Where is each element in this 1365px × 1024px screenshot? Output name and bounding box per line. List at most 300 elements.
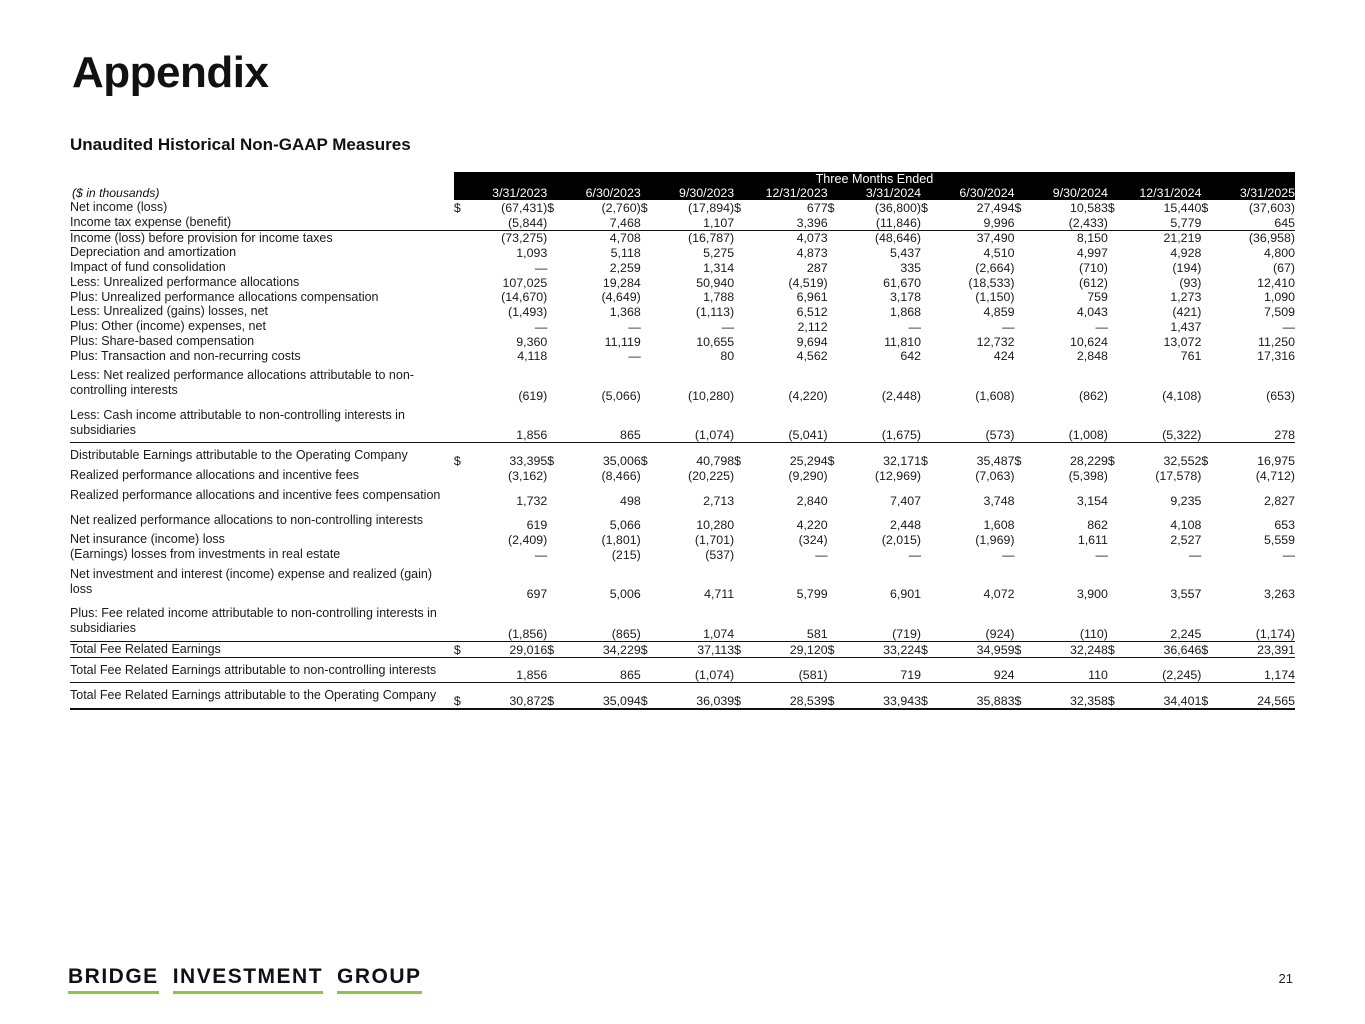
currency-symbol: $	[1201, 683, 1215, 709]
currency-symbol: $	[454, 641, 468, 657]
currency-symbol: $	[1014, 641, 1028, 657]
cell-value: (2,409)	[508, 533, 548, 547]
cell-value: (1,113)	[695, 305, 735, 319]
currency-symbol: $	[547, 200, 555, 215]
table-row	[70, 468, 1295, 483]
currency-symbol	[1014, 215, 1028, 230]
currency-symbol	[641, 657, 655, 683]
currency-symbol	[1108, 657, 1122, 683]
section-subtitle: Unaudited Historical Non-GAAP Measures	[70, 135, 411, 154]
cell-value: 5,066	[609, 518, 641, 533]
currency-symbol	[734, 547, 748, 562]
row-label: Total Fee Related Earnings attributable to non-controlling interests	[70, 657, 454, 683]
currency-symbol	[1201, 532, 1215, 547]
cell-value: 6,512	[796, 305, 828, 319]
cell-value: 12,410	[1257, 275, 1295, 290]
column-header-8: 12/31/2024	[1122, 186, 1201, 200]
cell-value: 80	[720, 349, 735, 364]
header-currency-spacer	[1108, 186, 1122, 200]
cell-value: 424	[993, 349, 1015, 364]
currency-symbol	[547, 547, 561, 562]
currency-symbol	[1201, 275, 1215, 290]
currency-symbol	[1014, 363, 1028, 403]
currency-symbol	[1014, 290, 1028, 305]
cell-value: 35,006	[602, 454, 641, 468]
cell-value: 7,407	[890, 493, 922, 508]
currency-symbol	[454, 403, 468, 443]
table-row	[70, 245, 1295, 260]
header-currency-spacer	[547, 186, 561, 200]
currency-symbol	[828, 260, 842, 275]
cell-value: —	[628, 349, 641, 364]
cell-value: 30,872	[468, 683, 547, 709]
currency-symbol	[1014, 532, 1028, 547]
cell-value: 32,552	[1163, 454, 1202, 468]
cell-value: (5,041)	[748, 403, 827, 443]
cell-value: (9,290)	[788, 468, 828, 483]
currency-symbol	[1108, 245, 1122, 260]
table-row	[70, 334, 1295, 349]
cell-value: 25,294	[789, 454, 828, 468]
cell-value: 3,263	[1263, 587, 1295, 602]
currency-symbol	[828, 483, 842, 508]
currency-symbol	[921, 304, 935, 319]
currency-symbol	[734, 245, 748, 260]
currency-symbol	[454, 657, 468, 683]
non-gaap-measures-table	[70, 172, 1295, 710]
cell-value: 36,039	[655, 683, 734, 709]
cell-value: (37,603)	[1248, 200, 1295, 215]
cell-value: 61,670	[883, 275, 922, 290]
currency-symbol: $	[1201, 641, 1215, 657]
row-label: Distributable Earnings attributable to the Operating Company	[70, 448, 408, 463]
cell-value: 16,975	[1257, 454, 1295, 468]
cell-value: (1,801)	[601, 533, 641, 547]
cell-value: —	[1002, 319, 1015, 334]
currency-symbol	[828, 304, 842, 319]
currency-symbol	[921, 547, 935, 562]
currency-symbol	[547, 508, 561, 533]
currency-symbol	[828, 363, 842, 403]
currency-symbol	[828, 601, 842, 641]
currency-symbol	[734, 319, 748, 334]
currency-symbol	[1201, 230, 1215, 245]
logo-word-group: GROUP	[337, 966, 422, 994]
cell-value: 761	[1180, 349, 1202, 364]
table-row	[70, 275, 1295, 290]
currency-symbol: $	[1108, 683, 1122, 709]
currency-symbol	[454, 275, 468, 290]
currency-symbol	[641, 304, 655, 319]
table-row	[70, 304, 1295, 319]
cell-value: (10,280)	[688, 388, 735, 403]
cell-value: (36,958)	[1215, 230, 1295, 245]
currency-symbol	[1201, 260, 1215, 275]
cell-value: 33,395	[509, 454, 548, 468]
currency-symbol	[921, 215, 935, 230]
currency-symbol	[828, 562, 842, 602]
currency-symbol	[1014, 275, 1028, 290]
cell-value: 11,119	[604, 334, 641, 349]
cell-value: 4,711	[704, 587, 735, 602]
cell-value: (12,969)	[874, 468, 922, 483]
cell-value: (5,322)	[1122, 403, 1201, 443]
cell-value: 17,316	[1257, 349, 1295, 364]
table-row	[70, 483, 1295, 508]
cell-value: (1,675)	[842, 403, 921, 443]
cell-value: —	[1095, 547, 1108, 562]
cell-value: 498	[620, 493, 641, 508]
cell-value: —	[1282, 547, 1295, 562]
cell-value: 677	[806, 200, 828, 215]
currency-symbol: $	[828, 683, 842, 709]
currency-symbol	[1014, 230, 1028, 245]
currency-symbol	[734, 483, 748, 508]
currency-symbol: $	[734, 454, 742, 468]
currency-symbol	[921, 230, 935, 245]
currency-symbol	[454, 290, 468, 305]
currency-symbol	[1201, 215, 1215, 230]
cell-value: 4,118	[517, 349, 548, 364]
currency-symbol: $	[1107, 454, 1115, 468]
cell-value: 35,883	[935, 683, 1014, 709]
table-row	[70, 443, 1295, 468]
row-label: Impact of fund consolidation	[70, 260, 226, 274]
currency-symbol	[734, 260, 748, 275]
currency-symbol	[641, 532, 655, 547]
cell-value: (1,150)	[975, 290, 1015, 305]
currency-symbol	[734, 468, 748, 483]
currency-symbol	[921, 319, 935, 334]
cell-value: 1,314	[703, 260, 735, 275]
currency-symbol	[1014, 657, 1028, 683]
cell-value: (5,398)	[1068, 468, 1108, 483]
currency-symbol	[828, 215, 842, 230]
row-label: Realized performance allocations and incentive fees compensation	[70, 487, 441, 502]
currency-symbol	[641, 319, 655, 334]
table-row	[70, 230, 1295, 245]
cell-value: (573)	[935, 403, 1014, 443]
row-label: Realized performance allocations and incentive fees	[70, 468, 360, 482]
currency-symbol	[641, 508, 655, 533]
currency-symbol	[547, 215, 561, 230]
cell-value: (8,466)	[601, 468, 641, 483]
column-header-3: 9/30/2023	[655, 186, 734, 200]
currency-symbol	[454, 483, 468, 508]
cell-value: 2,713	[703, 493, 735, 508]
currency-symbol	[1201, 547, 1215, 562]
cell-value: 5,559	[1263, 533, 1295, 547]
currency-symbol	[734, 215, 748, 230]
currency-symbol	[1108, 334, 1122, 349]
cell-value: 2,448	[890, 518, 922, 533]
cell-value: 4,073	[748, 230, 827, 245]
cell-value: (73,275)	[468, 230, 547, 245]
cell-value: 2,112	[797, 319, 828, 334]
logo-word-bridge: BRIDGE	[68, 966, 159, 994]
cell-value: —	[1002, 547, 1015, 562]
currency-symbol	[641, 334, 655, 349]
cell-value: (110)	[1029, 601, 1108, 641]
cell-value: 7,468	[609, 215, 641, 230]
currency-symbol	[454, 334, 468, 349]
table-row	[70, 547, 1295, 562]
currency-symbol	[1201, 562, 1215, 602]
cell-value: 1,608	[983, 518, 1015, 533]
currency-symbol	[921, 468, 935, 483]
currency-symbol	[454, 260, 468, 275]
cell-value: (862)	[1078, 388, 1108, 403]
cell-value: 34,229	[561, 641, 640, 657]
cell-value: (710)	[1078, 260, 1108, 275]
cell-value: 1,788	[703, 290, 735, 305]
column-header-9: 3/31/2025	[1215, 186, 1295, 200]
cell-value: (324)	[798, 533, 828, 547]
logo-word-investment: INVESTMENT	[173, 966, 323, 994]
cell-value: 2,259	[609, 260, 641, 275]
currency-symbol	[641, 547, 655, 562]
currency-symbol	[454, 304, 468, 319]
cell-value: 5,275	[703, 246, 735, 260]
cell-value: 645	[1274, 215, 1295, 230]
header-currency-spacer	[454, 186, 468, 200]
header-currency-spacer	[734, 186, 748, 200]
currency-symbol	[547, 532, 561, 547]
currency-symbol	[1108, 319, 1122, 334]
cell-value: (924)	[935, 601, 1014, 641]
cell-value: 19,284	[602, 275, 641, 290]
cell-value: 3,154	[1076, 493, 1108, 508]
cell-value: 9,694	[796, 334, 828, 349]
cell-value: (619)	[518, 388, 548, 403]
currency-symbol	[734, 230, 748, 245]
currency-symbol	[921, 260, 935, 275]
currency-symbol	[734, 601, 748, 641]
row-label: Less: Net realized performance allocations attributable to non-controlling interests	[70, 368, 414, 397]
currency-symbol	[921, 532, 935, 547]
cell-value: 4,220	[796, 518, 828, 533]
currency-symbol	[454, 562, 468, 602]
row-label: Total Fee Related Earnings attributable to the Operating Company	[70, 683, 454, 709]
cell-value: (215)	[611, 547, 641, 562]
currency-symbol: $	[1014, 454, 1022, 468]
row-label: Less: Cash income attributable to non-controlling interests in subsidiaries	[70, 403, 454, 443]
cell-value: 642	[900, 349, 922, 364]
currency-symbol	[1108, 483, 1122, 508]
currency-symbol: $	[827, 454, 835, 468]
cell-value: (5,066)	[601, 388, 641, 403]
currency-symbol	[921, 483, 935, 508]
row-label: Plus: Other (income) expenses, net	[70, 319, 266, 333]
currency-symbol	[828, 547, 842, 562]
currency-symbol	[734, 657, 748, 683]
cell-value: 40,798	[696, 454, 735, 468]
currency-symbol	[641, 468, 655, 483]
currency-symbol	[1108, 349, 1122, 364]
currency-symbol	[828, 290, 842, 305]
table-row	[70, 532, 1295, 547]
cell-value: 6,961	[796, 290, 828, 305]
currency-symbol	[828, 230, 842, 245]
cell-value: (1,701)	[694, 533, 735, 547]
cell-value: 32,171	[883, 454, 922, 468]
cell-value: 4,510	[983, 246, 1015, 260]
cell-value: (4,649)	[601, 290, 641, 305]
cell-value: —	[534, 547, 548, 562]
currency-symbol	[828, 275, 842, 290]
currency-symbol: $	[453, 454, 461, 468]
row-label: Net realized performance allocations to non-controlling interests	[70, 512, 423, 527]
cell-value: (1,074)	[655, 657, 734, 683]
cell-value: 3,178	[890, 290, 922, 305]
currency-symbol	[547, 349, 561, 364]
currency-symbol	[454, 215, 468, 230]
currency-symbol: $	[921, 454, 928, 468]
cell-value: —	[1188, 547, 1202, 562]
cell-value: 27,494	[976, 200, 1015, 215]
currency-symbol: $	[641, 683, 655, 709]
cell-value: 28,539	[748, 683, 827, 709]
header-currency-spacer	[1014, 186, 1028, 200]
currency-symbol	[547, 319, 561, 334]
currency-symbol	[1201, 403, 1215, 443]
currency-symbol: $	[1107, 200, 1115, 215]
cell-value: 28,229	[1070, 454, 1108, 468]
cell-value: —	[628, 319, 641, 334]
currency-symbol	[921, 245, 935, 260]
cell-value: 10,655	[696, 334, 735, 349]
cell-value: 1,856	[468, 657, 547, 683]
header-currency-spacer	[1201, 186, 1215, 200]
cell-value: 2,245	[1122, 601, 1201, 641]
cell-value: 653	[1274, 518, 1295, 533]
currency-symbol	[1108, 532, 1122, 547]
cell-value: 6,901	[890, 587, 922, 602]
currency-symbol	[547, 363, 561, 403]
financial-table-container	[70, 172, 1295, 710]
currency-symbol	[641, 363, 655, 403]
cell-value: 924	[935, 657, 1014, 683]
currency-symbol: $	[827, 200, 835, 215]
currency-symbol	[1201, 334, 1215, 349]
cell-value: 7,509	[1263, 305, 1295, 319]
cell-value: 4,043	[1076, 305, 1108, 319]
cell-value: 4,708	[561, 230, 640, 245]
currency-symbol	[1014, 483, 1028, 508]
currency-symbol	[1014, 260, 1028, 275]
cell-value: (11,846)	[875, 215, 922, 230]
cell-value: (67,431)	[501, 200, 548, 215]
currency-symbol: $	[1201, 454, 1209, 468]
currency-symbol: $	[453, 200, 461, 215]
currency-symbol	[1201, 657, 1215, 683]
cell-value: (1,174)	[1215, 601, 1295, 641]
currency-symbol: $	[641, 641, 655, 657]
cell-value: 29,016	[468, 641, 547, 657]
currency-symbol	[1014, 547, 1028, 562]
cell-value: 1,174	[1215, 657, 1295, 683]
cell-value: (48,646)	[842, 230, 921, 245]
currency-symbol	[641, 403, 655, 443]
currency-symbol	[921, 601, 935, 641]
header-currency-spacer	[828, 186, 842, 200]
currency-symbol	[921, 275, 935, 290]
currency-symbol	[1108, 508, 1122, 533]
cell-value: (36,800)	[874, 200, 922, 215]
currency-symbol	[547, 290, 561, 305]
cell-value: (1,856)	[468, 601, 547, 641]
cell-value: (14,670)	[501, 290, 548, 305]
cell-value: 4,928	[1170, 246, 1202, 260]
currency-symbol: $	[734, 683, 748, 709]
currency-symbol	[828, 508, 842, 533]
currency-symbol	[1014, 508, 1028, 533]
currency-symbol: $	[921, 200, 928, 215]
row-label: Income tax expense (benefit)	[70, 214, 232, 229]
cell-value: 581	[748, 601, 827, 641]
cell-value: 32,358	[1029, 683, 1108, 709]
cell-value: 2,848	[1076, 349, 1108, 364]
currency-symbol	[734, 349, 748, 364]
table-row	[70, 601, 1295, 641]
currency-symbol	[454, 349, 468, 364]
cell-value: 9,360	[516, 334, 548, 349]
currency-symbol	[641, 245, 655, 260]
cell-value: (865)	[561, 601, 640, 641]
currency-symbol	[1201, 468, 1215, 483]
cell-value: 697	[526, 587, 548, 602]
cell-value: (3,162)	[508, 468, 548, 483]
currency-symbol	[547, 403, 561, 443]
cell-value: —	[908, 319, 922, 334]
column-header-7: 9/30/2024	[1029, 186, 1108, 200]
cell-value: 1,611	[1077, 533, 1108, 547]
currency-symbol	[1108, 304, 1122, 319]
cell-value: 3,900	[1076, 587, 1108, 602]
header-currency-spacer	[641, 186, 655, 200]
cell-value: 13,072	[1163, 334, 1202, 349]
currency-symbol	[1014, 562, 1028, 602]
column-header-6: 6/30/2024	[935, 186, 1014, 200]
units-note: ($ in thousands)	[70, 186, 454, 200]
table-row	[70, 319, 1295, 334]
cell-value: (1,493)	[508, 305, 548, 319]
currency-symbol	[1108, 601, 1122, 641]
cell-value: 5,437	[890, 246, 922, 260]
cell-value: (17,894)	[688, 200, 735, 215]
table-row	[70, 403, 1295, 443]
currency-symbol	[734, 532, 748, 547]
cell-value: —	[721, 319, 735, 334]
currency-symbol	[828, 349, 842, 364]
currency-symbol	[1108, 363, 1122, 403]
currency-symbol	[734, 290, 748, 305]
cell-value: 35,094	[561, 683, 640, 709]
cell-value: (4,519)	[788, 275, 828, 290]
currency-symbol: $	[921, 641, 935, 657]
cell-value: 759	[1087, 290, 1108, 305]
cell-value: 2,840	[796, 493, 828, 508]
currency-symbol	[547, 601, 561, 641]
currency-symbol	[828, 319, 842, 334]
cell-value: 4,997	[1076, 246, 1108, 260]
cell-value: 4,108	[1170, 518, 1202, 533]
currency-symbol	[921, 403, 935, 443]
cell-value: 110	[1029, 657, 1108, 683]
currency-symbol	[547, 260, 561, 275]
table-row	[70, 641, 1295, 657]
currency-symbol	[641, 260, 655, 275]
